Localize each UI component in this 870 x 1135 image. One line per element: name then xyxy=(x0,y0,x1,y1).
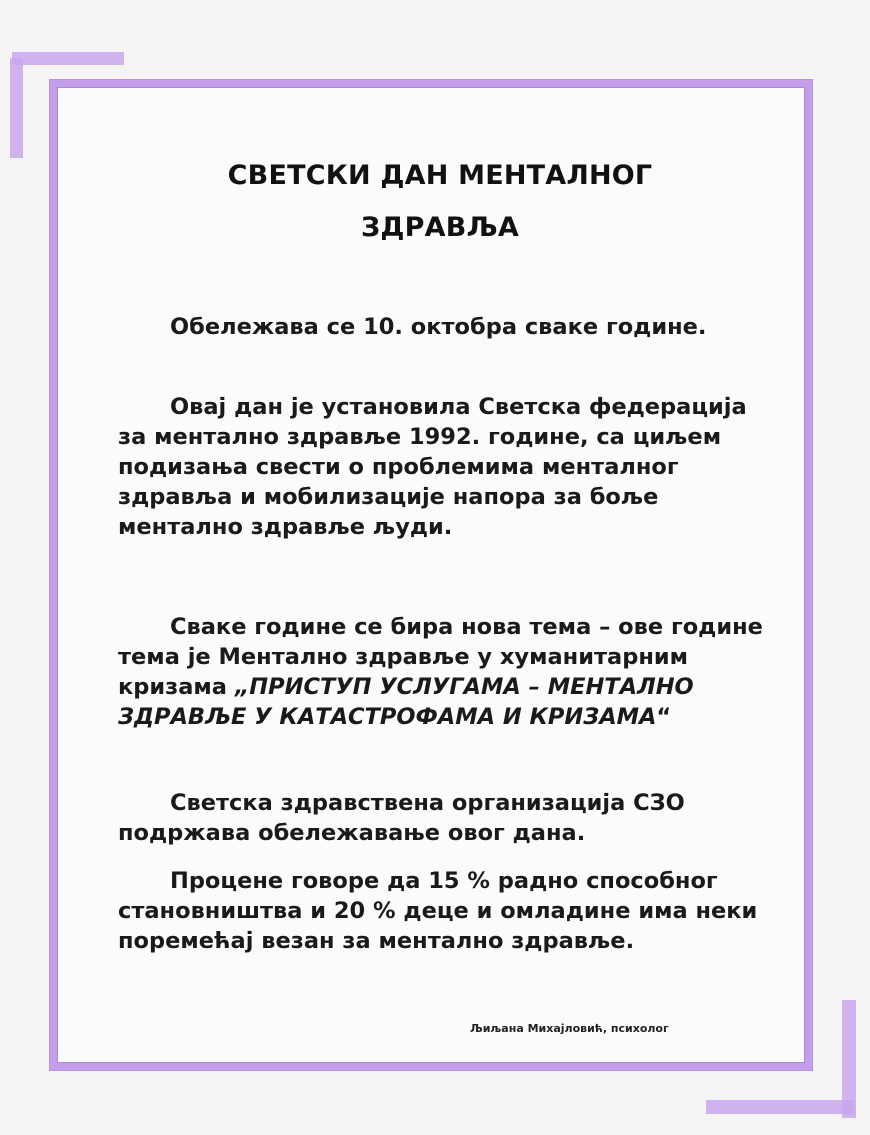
tape-top-left-horizontal xyxy=(12,52,124,65)
author-signature: Љиљана Михајловић, психолог xyxy=(470,1022,669,1035)
poster-title-line-1: СВЕТСКИ ДАН МЕНТАЛНОГ xyxy=(227,160,653,191)
tape-top-left-vertical xyxy=(10,58,23,158)
paragraph-history: Овај дан је установила Светска федерација за ментално здравље 1992. године, са циљем подизања свести о проблемима менталног здравља и мобилизације напора за боље ментално здравље људи. xyxy=(118,394,747,540)
theme-closing-quote: “ xyxy=(656,704,672,730)
paragraph-theme xyxy=(118,612,778,732)
tape-bottom-right-horizontal xyxy=(706,1100,854,1114)
paragraph-date: Обележава се 10. октобра сваке године. xyxy=(170,314,707,340)
paragraph-statistics: Процене говоре да 15 % радно способног становништва и 20 % деце и омладине има неки поремећај везан за ментално здравље. xyxy=(118,868,758,954)
theme-intro-text: Сваке године се бира нова тема – ове године тема је Ментално здравље у хуманитарним кризама xyxy=(118,614,763,700)
poster-title-line-2: ЗДРАВЉА xyxy=(361,212,519,243)
paragraph-who: Светска здравствена организација СЗО подржава обележавање овог дана. xyxy=(118,790,685,846)
theme-quote-text: „ПРИСТУП УСЛУГАМА – МЕНТАЛНО ЗДРАВЉЕ У КАТАСТРОФАМА И КРИЗАМА xyxy=(118,674,694,730)
